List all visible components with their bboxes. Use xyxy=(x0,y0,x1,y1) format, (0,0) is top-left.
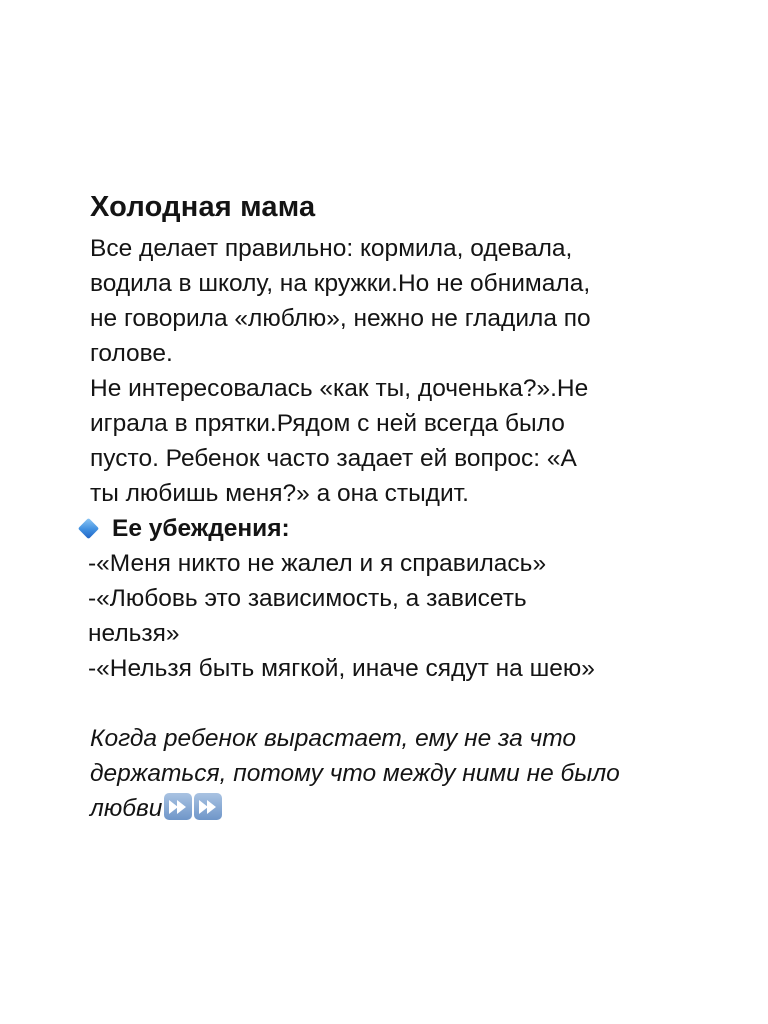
conclusion-paragraph xyxy=(90,721,710,826)
intro-line: не говорила «люблю», нежно не гладила по xyxy=(90,305,591,332)
blank-line xyxy=(90,686,710,721)
conclusion-line: любви xyxy=(90,795,163,822)
belief-line: -«Любовь это зависимость, а зависеть xyxy=(88,585,527,612)
belief-line: нельзя» xyxy=(88,620,180,647)
conclusion-line: Когда ребенок вырастает, ему не за что xyxy=(90,725,576,752)
post-title: Холодная мама xyxy=(90,191,316,223)
intro-line: водила в школу, на кружки.Но не обнимала, xyxy=(90,270,591,297)
blue-diamond-icon xyxy=(78,518,99,539)
intro-line: Все делает правильно: кормила, одевала, xyxy=(90,235,573,262)
conclusion-line: держаться, потому что между ними не было xyxy=(90,760,620,787)
fast-forward-icon xyxy=(164,793,192,820)
beliefs-heading xyxy=(75,511,710,546)
intro-line: ты любишь меня?» а она стыдит. xyxy=(90,480,469,507)
belief-line: -«Нельзя быть мягкой, иначе сядут на шею» xyxy=(88,655,595,682)
intro-line: пусто. Ребенок часто задает ей вопрос: «А xyxy=(90,445,577,472)
fast-forward-icon xyxy=(194,793,222,820)
intro-line: голове. xyxy=(90,340,173,367)
beliefs-list xyxy=(90,546,710,686)
intro-paragraph xyxy=(90,231,710,511)
belief-line: -«Меня никто не жалел и я справилась» xyxy=(88,550,547,577)
post-content xyxy=(90,187,710,826)
intro-line: Не интересовалась «как ты, доченька?».Не xyxy=(90,375,589,402)
intro-line: играла в прятки.Рядом с ней всегда было xyxy=(90,410,565,437)
conclusion-last-line xyxy=(90,791,710,826)
beliefs-heading-label: Ее убеждения: xyxy=(112,515,290,542)
